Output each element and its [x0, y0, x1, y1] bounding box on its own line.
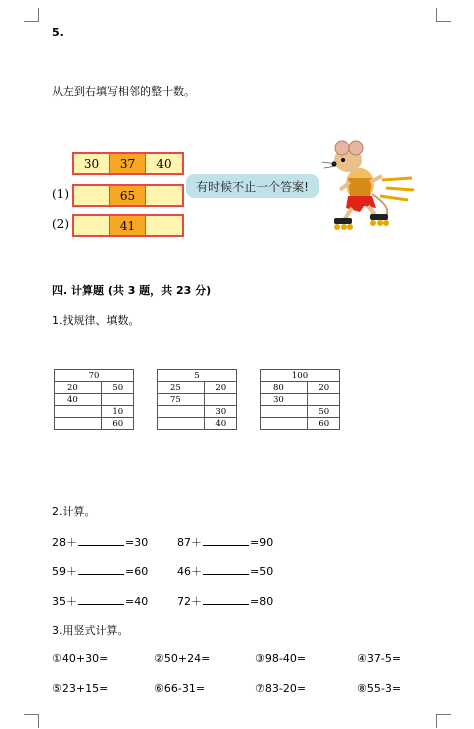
equation-left: 72＋	[177, 595, 202, 608]
equation-left: 35＋	[52, 595, 77, 608]
strip-cell-highlight: 37	[110, 154, 146, 173]
row-label: (1)	[52, 187, 69, 201]
answer-blank[interactable]	[78, 536, 124, 546]
question-instruction: 从左到右填写相邻的整十数。	[52, 85, 195, 98]
vertical-calc-item: ①40+30=	[52, 652, 109, 665]
row-label: (2)	[52, 217, 69, 231]
table-cell: 20	[55, 382, 102, 394]
equation-left: 28＋	[52, 536, 77, 549]
number-strip-row1	[72, 184, 184, 207]
table-cell: 20	[205, 382, 237, 394]
skating-mouse-illustration	[312, 140, 416, 236]
answer-cell[interactable]	[308, 394, 340, 406]
equation-item	[52, 563, 148, 579]
answer-cell[interactable]	[55, 406, 102, 418]
answer-blank[interactable]	[203, 536, 249, 546]
equation-right: =90	[250, 536, 274, 549]
table-cell: 50	[102, 382, 134, 394]
table-cell: 20	[308, 382, 340, 394]
answer-blank[interactable]	[78, 595, 124, 605]
table-cell: 80	[261, 382, 308, 394]
equation-item	[177, 563, 273, 579]
crop-mark	[436, 21, 451, 22]
table-cell: 60	[308, 418, 340, 430]
question-title: 1.找规律、填数。	[52, 314, 140, 327]
answer-cell[interactable]	[261, 418, 308, 430]
answer-cell[interactable]	[74, 216, 110, 235]
equation-item	[52, 593, 148, 609]
table-cell: 30	[205, 406, 237, 418]
vertical-calc-item: ⑥66-31=	[154, 682, 206, 695]
table-cell: 75	[158, 394, 205, 406]
answer-cell[interactable]	[74, 186, 110, 205]
strip-cell: 30	[74, 154, 110, 173]
answer-blank[interactable]	[78, 565, 124, 575]
table-cell: 10	[102, 406, 134, 418]
equation-left: 87＋	[177, 536, 202, 549]
equation-right: =40	[125, 595, 149, 608]
answer-cell[interactable]	[205, 394, 237, 406]
strip-cell-highlight: 65	[110, 186, 146, 205]
vertical-calc-item: ②50+24=	[154, 652, 211, 665]
answer-cell[interactable]	[55, 418, 102, 430]
answer-cell[interactable]	[261, 406, 308, 418]
vertical-calc-item: ④37-5=	[357, 652, 402, 665]
equation-item	[52, 534, 148, 550]
number-strip-row2	[72, 214, 184, 237]
crop-mark	[24, 21, 39, 22]
crop-mark	[24, 714, 39, 715]
pattern-table-2	[157, 369, 237, 430]
table-top-cell: 100	[261, 370, 340, 382]
table-cell: 40	[205, 418, 237, 430]
answer-cell[interactable]	[158, 406, 205, 418]
vertical-calc-item: ⑤23+15=	[52, 682, 109, 695]
crop-mark	[38, 714, 39, 728]
equation-right: =60	[125, 565, 149, 578]
table-cell: 40	[55, 394, 102, 406]
equation-left: 59＋	[52, 565, 77, 578]
number-strip-header	[72, 152, 184, 175]
answer-cell[interactable]	[102, 394, 134, 406]
equation-item	[177, 534, 273, 550]
answer-blank[interactable]	[203, 595, 249, 605]
vertical-calc-item: ⑧55-3=	[357, 682, 402, 695]
table-cell: 30	[261, 394, 308, 406]
question-title: 2.计算。	[52, 505, 96, 518]
table-top-cell: 5	[158, 370, 237, 382]
vertical-calc-item: ⑦83-20=	[255, 682, 307, 695]
answer-cell[interactable]	[146, 216, 182, 235]
table-cell: 50	[308, 406, 340, 418]
crop-mark	[38, 8, 39, 22]
question-number: 5.	[52, 26, 64, 39]
question-title: 3.用竖式计算。	[52, 624, 129, 637]
answer-cell[interactable]	[158, 418, 205, 430]
strip-cell-highlight: 41	[110, 216, 146, 235]
crop-mark	[436, 714, 437, 728]
vertical-calc-item: ③98-40=	[255, 652, 307, 665]
crop-mark	[436, 8, 437, 22]
section-title: 四. 计算题 (共 3 题，共 23 分)	[52, 284, 212, 297]
strip-cell: 40	[146, 154, 182, 173]
equation-right: =30	[125, 536, 149, 549]
equation-item	[177, 593, 273, 609]
pattern-table-3	[260, 369, 340, 430]
equation-right: =80	[250, 595, 274, 608]
equation-left: 46＋	[177, 565, 202, 578]
table-cell: 60	[102, 418, 134, 430]
answer-cell[interactable]	[146, 186, 182, 205]
pattern-table-1	[54, 369, 134, 430]
crop-mark	[436, 714, 451, 715]
table-cell: 25	[158, 382, 205, 394]
table-top-cell: 70	[55, 370, 134, 382]
speech-bubble: 有时候不止一个答案!	[186, 174, 319, 198]
equation-right: =50	[250, 565, 274, 578]
answer-blank[interactable]	[203, 565, 249, 575]
